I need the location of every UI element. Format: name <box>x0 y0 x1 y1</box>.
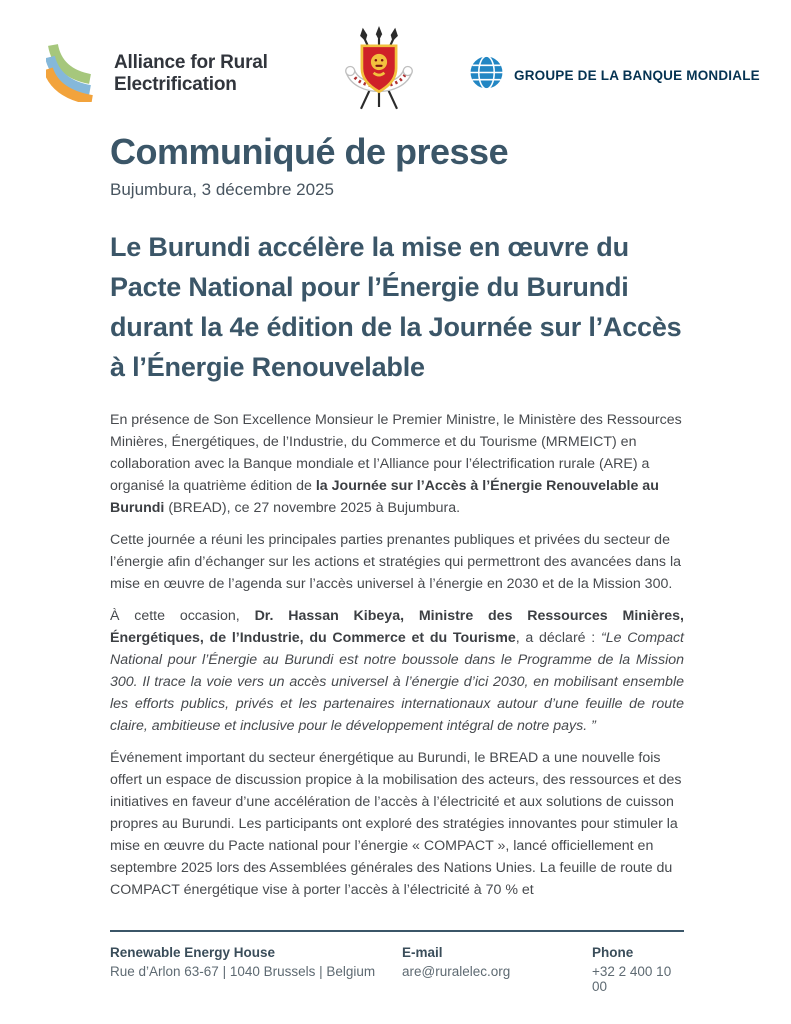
paragraph-3-quote: “Le Compact National pour l’Énergie au Burundi est notre boussole dans le Programme de la Mission 300. Il trace la voie vers un accès universel à l’énergie d’ici 2030, en mobilisant ensemble les efforts publics, privés et les partenaires internationaux autour d’une feuille de route claire, ambitieuse et inclusive pour le développement intégral de notre pays. ” <box>110 630 685 734</box>
email-value: are@ruralelec.org <box>402 964 511 979</box>
dateline: Bujumbura, 3 décembre 2025 <box>110 180 334 199</box>
paragraph-1-post: (BREAD), ce 27 novembre 2025 à Bujumbura. <box>164 500 461 516</box>
body-text <box>110 409 684 901</box>
are-logo-line2: Electrification <box>114 73 237 95</box>
paragraph-3-bold: Dr. Hassan Kibeya, Ministre des Ressources Minières, Énergétiques, de l’Industrie, du Commerce et du Tourisme <box>110 608 685 646</box>
world-bank-globe-icon <box>468 54 505 96</box>
paragraph-3-text: À cette occasion, <box>110 608 255 624</box>
page-title: Communiqué de presse <box>110 131 509 172</box>
world-bank-logo <box>468 54 760 96</box>
logo-header <box>0 0 791 125</box>
address-value: Rue d’Arlon 63-67 | 1040 Brussels | Belgium <box>110 964 376 979</box>
paragraph-1-text: En présence de Son Excellence Monsieur le Premier Ministre, le Ministère des Ressources Minières, Énergétiques, de l’Industrie, du Commerce et du Tourisme (MRMEICT) en collaboration avec la Banque mondiale et l’Alliance pour l’électrification rurale (ARE) a organisé la quatrième édition de <box>110 412 682 494</box>
phone-label: Phone <box>592 945 634 960</box>
paragraph-2: Cette journée a réuni les principales parties prenantes publiques et privées du secteur de l’énergie afin d’échanger sur les actions et stratégies qui permettront des avancées dans la mise en œuvre de l’agenda sur l’accès universel à l’énergie en 2030 et de la Mission 300. <box>110 532 681 592</box>
burundi-coat-of-arms-icon <box>333 103 425 120</box>
burundi-coat-of-arms <box>333 26 425 121</box>
are-logo-text <box>114 52 268 95</box>
paragraph-1-bold: la Journée sur l’Accès à l’Énergie Renouvelable au Burundi <box>110 478 659 516</box>
are-swoosh-icon <box>46 40 102 107</box>
are-logo-line1: Alliance for Rural <box>114 52 268 74</box>
paragraph-1 <box>110 409 684 519</box>
are-logo <box>46 40 268 107</box>
phone-value: +32 2 400 10 00 <box>592 964 672 994</box>
press-release-content <box>110 132 684 901</box>
world-bank-label: GROUPE DE LA BANQUE MONDIALE <box>514 67 760 83</box>
address-block <box>110 945 402 994</box>
paragraph-3 <box>110 605 684 737</box>
paragraph-4: Événement important du secteur énergétique au Burundi, le BREAD a une nouvelle fois offert un espace de discussion propice à la mobilisation des acteurs, des ressources et des initiatives en faveur d’une accélération de l’accès à l’électricité et aux solutions de cuisson propres au Burundi. Les participants ont exploré des stratégies innovantes pour stimuler la mise en œuvre du Pacte national pour l’énergie « COMPACT », lancé officiellement en septembre 2025 lors des Assemblées générales des Nations Unies. La feuille de route du COMPACT énergétique vise à porter l’accès à l’électricité à 70 % et <box>110 750 682 898</box>
phone-block <box>592 945 684 994</box>
paragraph-3-mid: , a déclaré : <box>515 630 601 646</box>
email-label: E-mail <box>402 945 443 960</box>
headline: Le Burundi accélère la mise en œuvre du Pacte National pour l’Énergie du Burundi durant la 4e édition de la Journée sur l’Accès à l’Énergie Renouvelable <box>110 232 682 382</box>
address-label: Renewable Energy House <box>110 945 276 960</box>
contact-footer <box>110 930 684 994</box>
email-block <box>402 945 592 994</box>
